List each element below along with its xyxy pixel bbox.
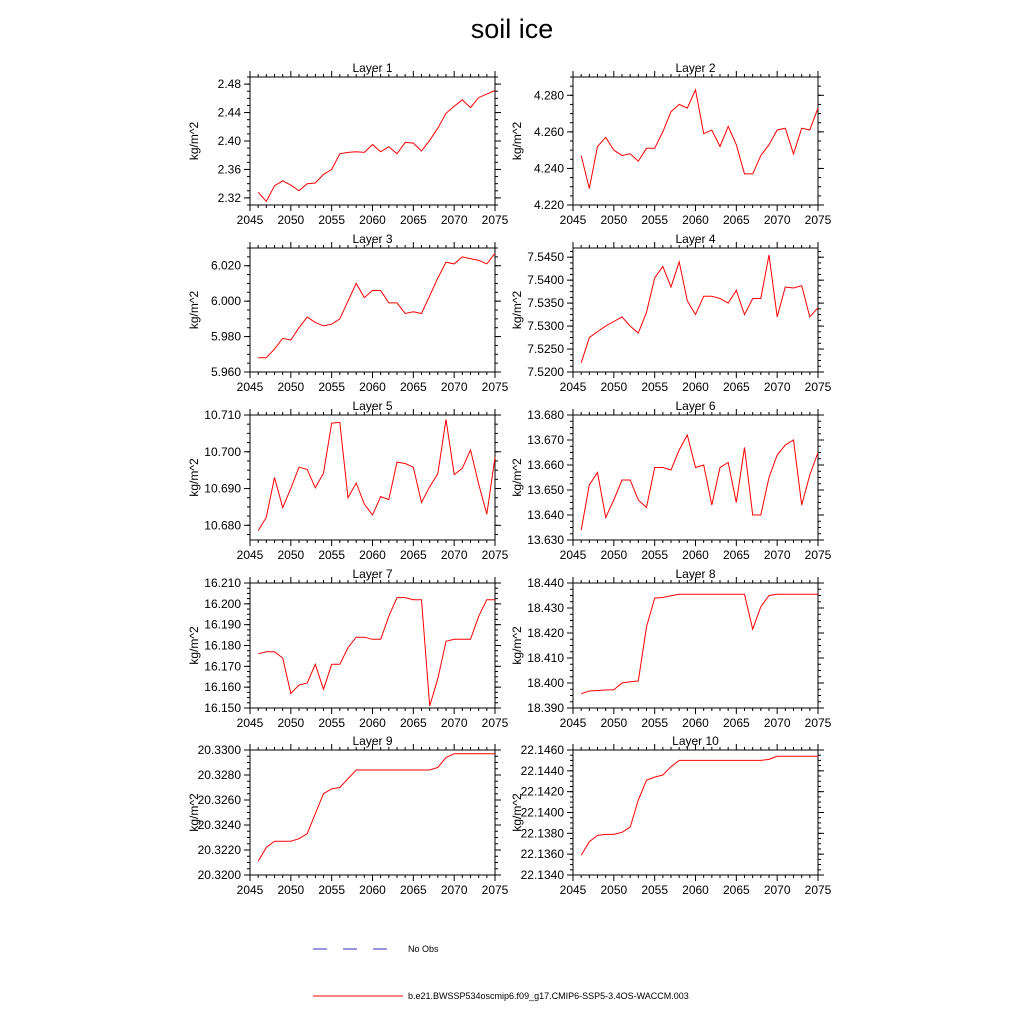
x-tick-label: 2075 [481, 380, 509, 394]
y-tick-label: 4.220 [533, 198, 564, 212]
x-tick-label: 2050 [277, 548, 305, 562]
x-tick-label: 2065 [399, 716, 427, 730]
x-tick-label: 2055 [318, 380, 346, 394]
x-tick-label: 2045 [236, 213, 264, 227]
x-tick-label: 2045 [236, 548, 264, 562]
x-tick-label: 2055 [318, 548, 346, 562]
x-tick-label: 2050 [600, 716, 628, 730]
x-tick-label: 2070 [440, 213, 468, 227]
y-tick-label: 22.1400 [520, 805, 564, 820]
x-tick-label: 2060 [682, 213, 709, 227]
panel-title: Layer 4 [675, 232, 716, 246]
x-tick-label: 2075 [481, 883, 509, 897]
x-tick-label: 2070 [763, 380, 791, 394]
x-tick-label: 2075 [804, 716, 832, 730]
y-tick-label: 7.5350 [527, 296, 564, 311]
series-line [581, 255, 818, 363]
y-tick-label: 18.440 [527, 576, 564, 590]
x-tick-label: 2070 [763, 548, 791, 562]
y-tick-label: 22.1420 [520, 784, 564, 799]
x-tick-label: 2070 [440, 380, 468, 394]
y-tick-label: 22.1380 [520, 826, 564, 841]
legend-model-label: b.e21.BWSSP534oscmip6.f09_g17.CMIP6-SSP5-3.4OS-WACCM.003 [408, 991, 689, 1001]
y-axis-label: kg/m^2 [187, 458, 201, 497]
x-tick-label: 2065 [399, 548, 427, 562]
x-tick-label: 2065 [722, 380, 750, 394]
x-tick-label: 2050 [277, 716, 305, 730]
x-tick-label: 2070 [440, 883, 468, 897]
x-tick-label: 2045 [559, 548, 587, 562]
x-tick-label: 2045 [236, 380, 264, 394]
x-tick-label: 2045 [559, 716, 587, 730]
y-tick-label: 22.1460 [520, 743, 564, 757]
x-tick-label: 2070 [440, 716, 468, 730]
x-tick-label: 2060 [682, 548, 709, 562]
y-tick-label: 13.680 [527, 408, 564, 422]
x-tick-label: 2075 [481, 548, 509, 562]
y-tick-label: 13.650 [527, 483, 564, 497]
y-tick-label: 2.32 [217, 190, 241, 205]
y-tick-label: 20.3260 [197, 793, 241, 807]
y-tick-label: 22.1340 [520, 868, 564, 882]
x-tick-label: 2055 [641, 380, 669, 394]
x-tick-label: 2075 [804, 380, 832, 394]
y-tick-label: 18.410 [527, 651, 564, 665]
y-axis-label: kg/m^2 [187, 121, 201, 161]
y-tick-label: 20.3240 [197, 818, 241, 832]
x-tick-label: 2055 [641, 548, 669, 562]
x-tick-label: 2060 [359, 883, 386, 897]
x-tick-label: 2055 [641, 716, 669, 730]
panel-title: Layer 1 [352, 61, 393, 75]
panel-title: Layer 3 [352, 232, 393, 246]
panel-title: Layer 6 [675, 399, 716, 413]
panel-title: Layer 10 [672, 734, 719, 748]
x-tick-label: 2065 [399, 380, 427, 394]
y-tick-label: 16.160 [204, 680, 241, 695]
y-axis-label: kg/m^2 [510, 793, 524, 832]
x-tick-label: 2055 [318, 213, 346, 227]
x-tick-label: 2060 [359, 716, 386, 730]
y-tick-label: 16.190 [204, 617, 241, 632]
y-tick-label: 18.420 [527, 626, 564, 640]
panel-title: Layer 2 [675, 61, 716, 75]
y-tick-label: 7.5300 [527, 319, 564, 334]
x-tick-label: 2065 [399, 883, 427, 897]
series-line [581, 435, 818, 530]
y-tick-label: 16.210 [204, 576, 241, 590]
x-tick-label: 2070 [763, 716, 791, 730]
y-tick-label: 7.5400 [527, 273, 564, 288]
y-tick-label: 16.170 [204, 659, 241, 674]
y-tick-label: 4.280 [533, 88, 564, 103]
y-tick-label: 20.3200 [197, 868, 241, 882]
plot-frame [573, 248, 818, 372]
x-tick-label: 2050 [600, 380, 628, 394]
series-line [258, 419, 495, 530]
series-line [581, 594, 818, 693]
plot-frame [573, 750, 818, 875]
figure-title: soil ice [470, 14, 554, 44]
y-tick-label: 20.3220 [197, 843, 241, 857]
y-tick-label: 5.980 [210, 329, 241, 344]
plot-frame [250, 77, 495, 205]
series-line [581, 756, 818, 855]
y-tick-label: 7.5200 [527, 365, 564, 379]
x-tick-label: 2065 [722, 716, 750, 730]
panel-layer-3 [187, 232, 509, 394]
y-tick-label: 18.400 [527, 676, 564, 690]
legend-obs-label: No Obs [408, 944, 439, 954]
y-tick-label: 7.5250 [527, 342, 564, 357]
y-tick-label: 20.3280 [197, 768, 241, 782]
y-tick-label: 18.390 [527, 701, 564, 715]
x-tick-label: 2075 [804, 548, 832, 562]
x-tick-label: 2070 [763, 883, 791, 897]
panel-layer-4 [510, 232, 832, 394]
x-tick-label: 2060 [359, 380, 386, 394]
x-tick-label: 2065 [722, 213, 750, 227]
x-tick-label: 2050 [600, 213, 628, 227]
y-axis-label: kg/m^2 [187, 793, 201, 832]
panel-title: Layer 8 [675, 567, 716, 581]
y-tick-label: 2.48 [217, 77, 241, 92]
x-tick-label: 2065 [399, 213, 427, 227]
series-line [581, 90, 818, 189]
x-tick-label: 2065 [722, 883, 750, 897]
y-tick-label: 13.640 [527, 508, 564, 522]
x-tick-label: 2045 [559, 213, 587, 227]
y-tick-label: 6.020 [210, 258, 241, 273]
y-tick-label: 13.660 [527, 458, 564, 472]
x-tick-label: 2060 [359, 213, 386, 227]
x-tick-label: 2045 [236, 716, 264, 730]
x-tick-label: 2045 [236, 883, 264, 897]
panel-layer-7 [187, 567, 509, 730]
x-tick-label: 2075 [804, 213, 832, 227]
y-tick-label: 22.1360 [520, 847, 564, 862]
y-tick-label: 16.200 [204, 596, 241, 611]
y-tick-label: 13.630 [527, 533, 564, 547]
x-tick-label: 2060 [682, 380, 709, 394]
x-tick-label: 2075 [481, 213, 509, 227]
x-tick-label: 2060 [682, 883, 709, 897]
y-tick-label: 16.180 [204, 638, 241, 653]
panel-layer-2 [510, 61, 832, 227]
y-tick-label: 10.690 [204, 481, 241, 496]
x-tick-label: 2055 [641, 213, 669, 227]
y-tick-label: 18.430 [527, 601, 564, 615]
x-tick-label: 2055 [641, 883, 669, 897]
panel-title: Layer 9 [352, 734, 393, 748]
y-tick-label: 10.700 [204, 444, 241, 459]
series-line [258, 598, 495, 706]
y-tick-label: 13.670 [527, 433, 564, 447]
panel-layer-1 [187, 61, 509, 227]
x-tick-label: 2050 [600, 883, 628, 897]
plot-frame [250, 248, 495, 372]
y-tick-label: 10.710 [204, 408, 241, 422]
x-tick-label: 2050 [277, 213, 305, 227]
x-tick-label: 2060 [682, 716, 709, 730]
y-tick-label: 2.44 [217, 105, 241, 120]
x-tick-label: 2055 [318, 716, 346, 730]
y-tick-label: 20.3300 [197, 743, 241, 757]
series-line [258, 754, 495, 862]
plot-frame [250, 415, 495, 540]
y-tick-label: 16.150 [204, 701, 241, 715]
plot-frame [250, 583, 495, 708]
y-axis-label: kg/m^2 [510, 121, 524, 161]
plot-frame [250, 750, 495, 875]
panel-layer-5 [187, 399, 509, 562]
panel-layer-10 [510, 734, 832, 897]
y-axis-label: kg/m^2 [187, 626, 201, 665]
x-tick-label: 2050 [600, 548, 628, 562]
panel-title: Layer 7 [352, 567, 393, 581]
x-tick-label: 2075 [804, 883, 832, 897]
y-axis-label: kg/m^2 [510, 626, 524, 665]
x-tick-label: 2050 [277, 883, 305, 897]
panel-title: Layer 5 [352, 399, 393, 413]
panel-layer-6 [510, 399, 832, 562]
plot-frame [573, 415, 818, 540]
y-tick-label: 2.36 [217, 162, 241, 177]
y-tick-label: 5.960 [210, 365, 241, 379]
y-tick-label: 7.5450 [527, 250, 564, 265]
x-tick-label: 2070 [763, 213, 791, 227]
series-line [258, 91, 495, 202]
y-tick-label: 2.40 [217, 134, 241, 148]
panel-layer-8 [510, 567, 832, 730]
panel-layer-9 [187, 734, 509, 897]
x-tick-label: 2050 [277, 380, 305, 394]
x-tick-label: 2045 [559, 380, 587, 394]
y-tick-label: 4.240 [533, 161, 564, 176]
y-axis-label: kg/m^2 [187, 290, 201, 330]
legend [313, 944, 689, 1001]
y-tick-label: 6.000 [210, 294, 241, 309]
x-tick-label: 2060 [359, 548, 386, 562]
plot-frame [573, 77, 818, 205]
x-tick-label: 2055 [318, 883, 346, 897]
y-tick-label: 22.1440 [520, 763, 564, 778]
y-tick-label: 10.680 [204, 518, 241, 533]
plot-frame [573, 583, 818, 708]
y-axis-label: kg/m^2 [510, 290, 524, 330]
y-axis-label: kg/m^2 [510, 458, 524, 497]
x-tick-label: 2075 [481, 716, 509, 730]
series-line [258, 253, 495, 357]
x-tick-label: 2070 [440, 548, 468, 562]
x-tick-label: 2045 [559, 883, 587, 897]
y-tick-label: 4.260 [533, 124, 564, 139]
x-tick-label: 2065 [722, 548, 750, 562]
